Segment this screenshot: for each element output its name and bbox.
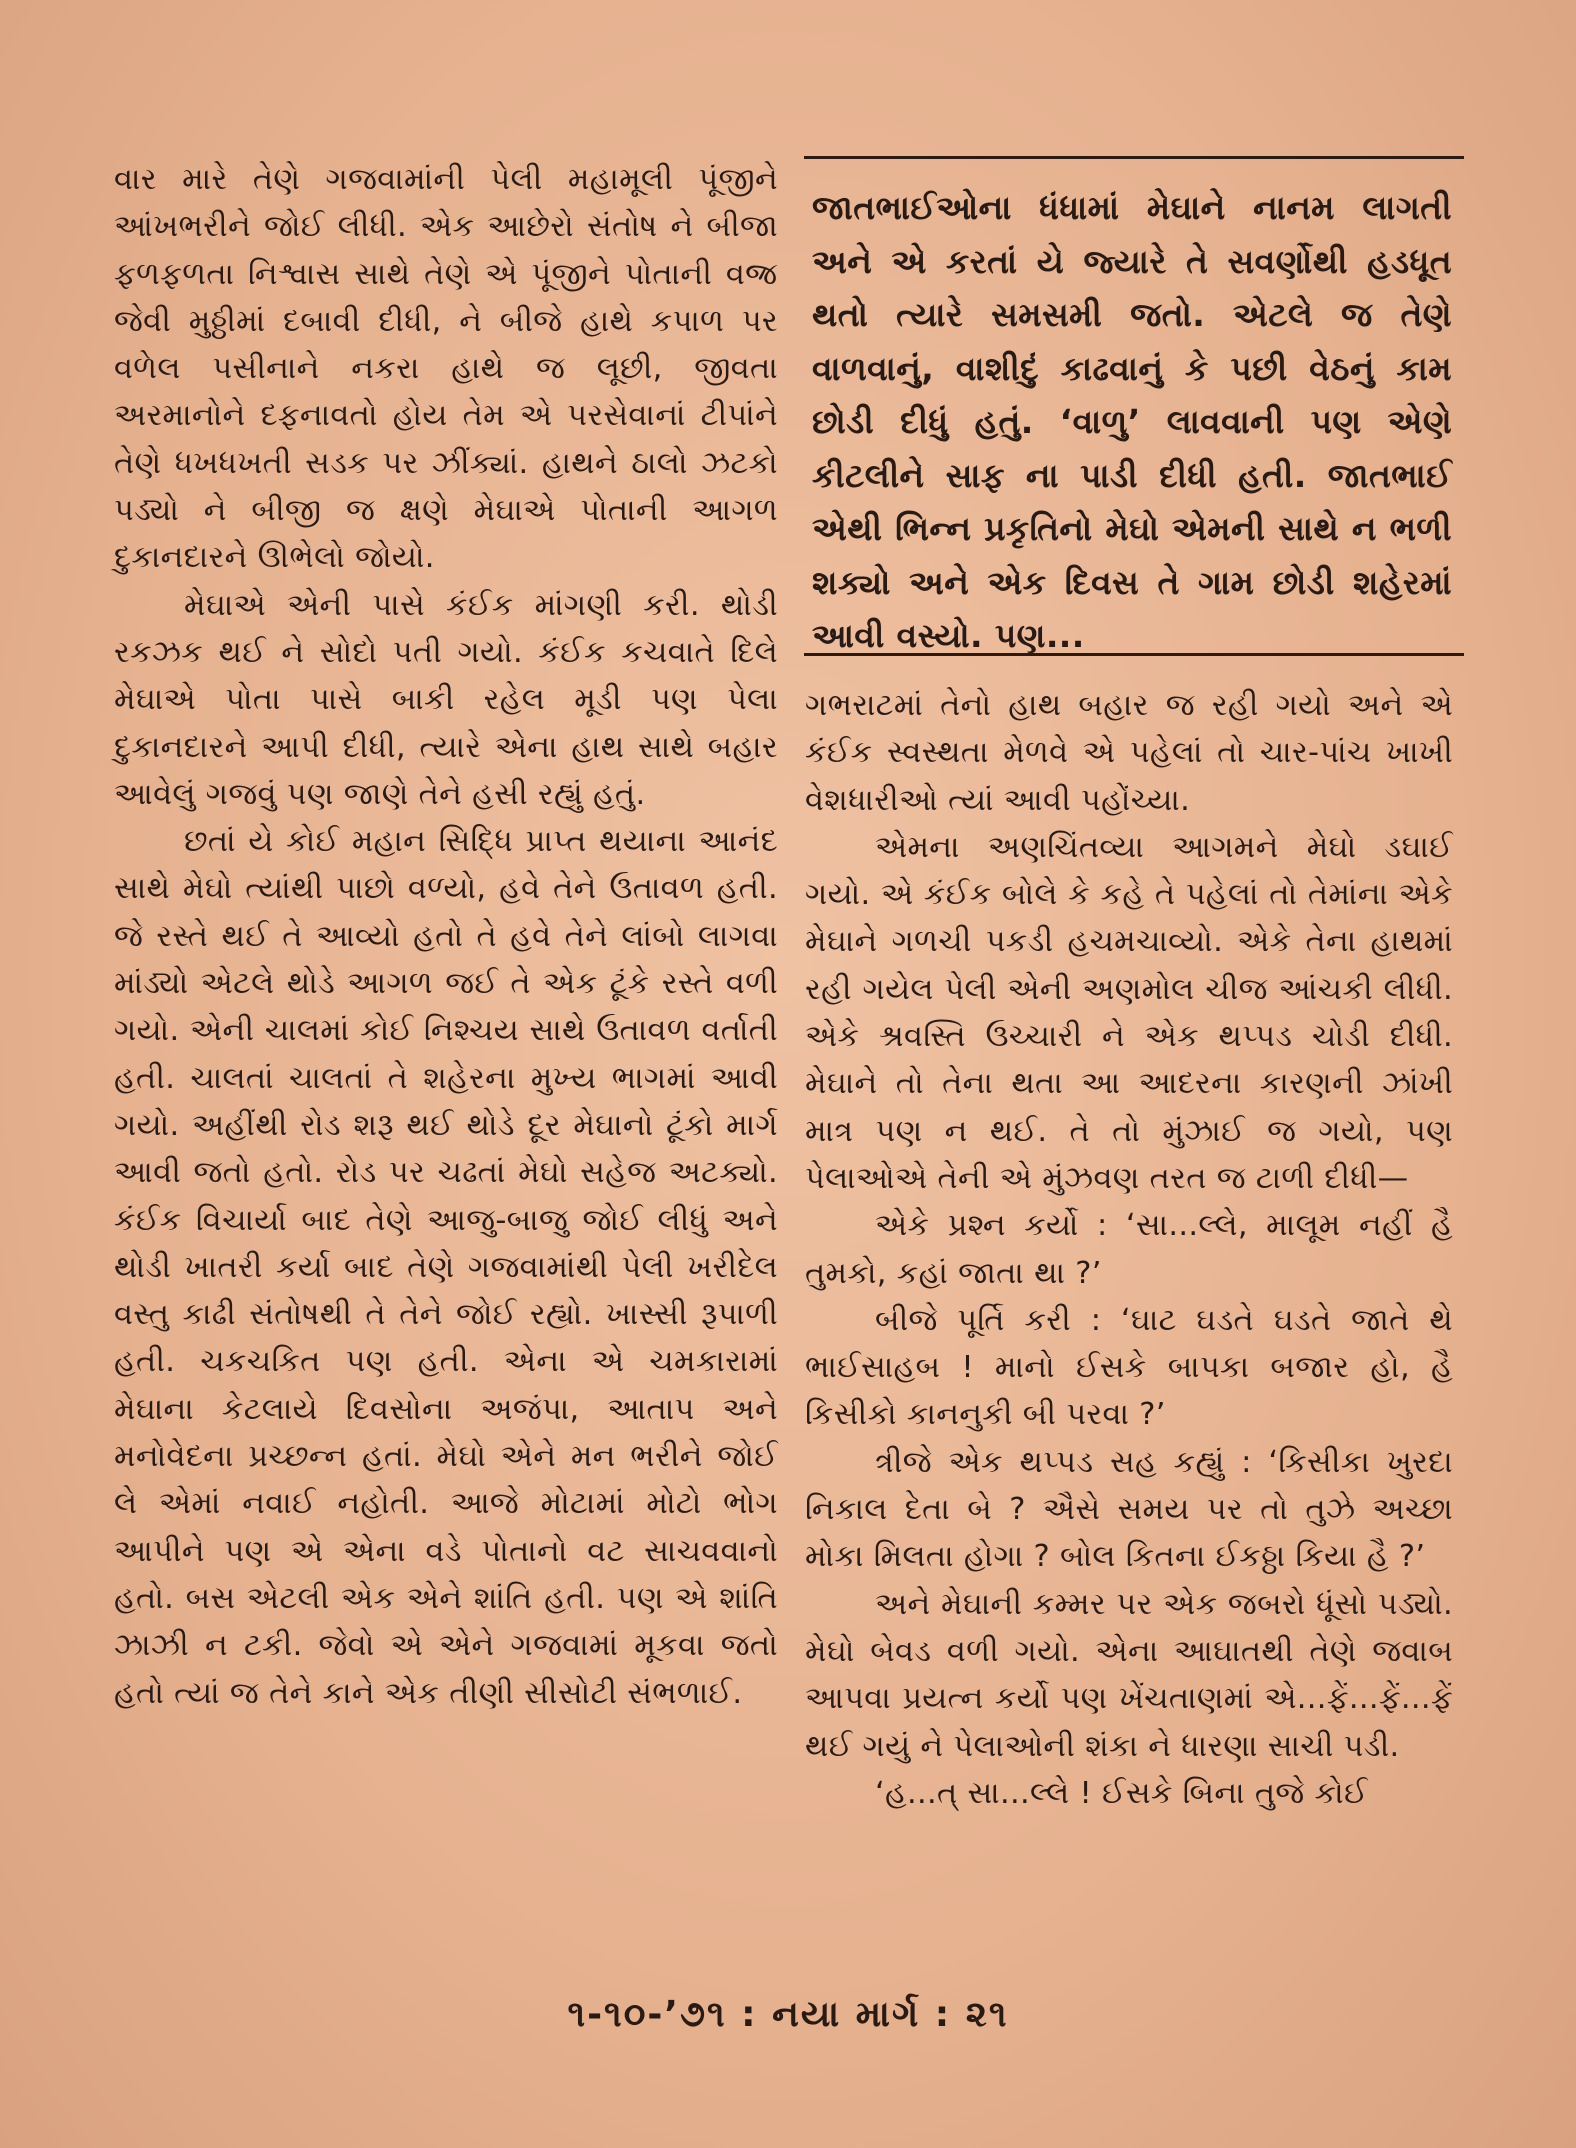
right-paragraph-1: ગભરાટમાં તેનો હાથ બહાર જ રહી ગયો અને એ કંઈક સ્વસ્થતા મેળવે એ પહેલાં તો ચાર-પાંચ ખાખી વેશધારીઓ ત્યાં આવી પહોંચ્યા.: [805, 688, 1453, 818]
page-footer: ૧-૧૦-’૭૧ : નયા માર્ગ : ૨૧: [567, 1994, 1009, 2035]
boxed-excerpt-text: જાતભાઈઓના ધંધામાં મેઘાને નાનમ લાગતી અને એ કરતાં યે જ્યારે તે સવર્ણોથી હડધૂત થતો ત્યારે સમસમી જતો. એટલે જ તેણે વાળવાનું, વાશીદું કાઢવાનું કે પછી વેઠનું કામ છોડી દીધું હતું. ‘વાળુ’ લાવવાની પણ એણે કીટલીને સાફ ના પાડી દીધી હતી. જાતભાઈ એથી ભિન્ન પ્રકૃતિનો મેઘો એમની સાથે ન ભળી શક્યો અને એક દિવસ તે ગામ છોડી શહેરમાં આવી વસ્યો. પણ...: [812, 188, 1452, 655]
left-paragraph-3: છતાં યે કોઈ મહાન સિદ્ધિ પ્રાપ્ત થયાના આનંદ સાથે મેઘો ત્યાંથી પાછો વળ્યો, હવે તેને ઉતાવળ હતી. જે રસ્તે થઈ તે આવ્યો હતો તે હવે તેને લાંબો લાગવા માંડ્યો એટલે થોડે આગળ જઈ તે એક ટૂંકે રસ્તે વળી ગયો. એની ચાલમાં કોઈ નિશ્ચય સાથે ઉતાવળ વર્તાતી હતી. ચાલતાં ચાલતાં તે શહેરના મુખ્ય ભાગમાં આવી ગયો. અહીંથી રોડ શરૂ થઈ થોડે દૂર મેઘાનો ટૂંકો માર્ગ આવી જતો હતો. રોડ પર ચઢતાં મેઘો સહેજ અટક્યો. કંઈક વિચાર્યા બાદ તેણે આજુ-બાજુ જોઈ લીધું અને થોડી ખાતરી કર્યા બાદ તેણે ગજવામાંથી પેલી ખરીદેલ વસ્તુ કાઢી સંતોષથી તે તેને જોઈ રહ્યો. ખાસ્સી રૂપાળી હતી. ચકચકિત પણ હતી. એના એ ચમકારામાં મેઘાના કેટલાયે દિવસોના અજંપા, આતાપ અને મનોવેદના પ્રચ્છન્ન હતાં. મેઘો એને મન ભરીને જોઈ લે એમાં નવાઈ નહોતી. આજે મોટામાં મોટો ભોગ આપીને પણ એ એના વડે પોતાનો વટ સાચવવાનો હતો. બસ એટલી એક એને શાંતિ હતી. પણ એ શાંતિ ઝાઝી ન ટકી. જેવો એ એને ગજવામાં મૂકવા જતો હતો ત્યાં જ તેને કાને એક તીણી સીસોટી સંભળાઈ.: [114, 824, 778, 1711]
left-column: [114, 156, 778, 1717]
right-column: [805, 682, 1453, 1817]
left-paragraph-2: મેઘાએ એની પાસે કંઈક માંગણી કરી. થોડી રકઝક થઈ ને સોદો પતી ગયો. કંઈક કચવાતે દિલે મેઘાએ પોતા પાસે બાકી રહેલ મૂડી પણ પેલા દુકાનદારને આપી દીધી, ત્યારે એના હાથ સાથે બહાર આવેલું ગજવું પણ જાણે તેને હસી રહ્યું હતું.: [114, 587, 778, 812]
left-paragraph-1: વાર મારે તેણે ગજવામાંની પેલી મહામૂલી પૂંજીને આંખભરીને જોઈ લીધી. એક આછેરો સંતોષ ને બીજા ફળફળતા નિશ્વાસ સાથે તેણે એ પૂંજીને પોતાની વજ્ર જેવી મુઠ્ઠીમાં દબાવી દીધી, ને બીજે હાથે કપાળ પર વળેલ પસીનાને નકરા હાથે જ લૂછી, જીવતા અરમાનોને દફનાવતો હોય તેમ એ પરસેવાનાં ટીપાંને તેણે ધખધખતી સડક પર ઝીંક્યાં. હાથને ઠાલો ઝટકો પડ્યો ને બીજી જ ક્ષણે મેઘાએ પોતાની આગળ દુકાનદારને ઊભેલો જોયો.: [114, 162, 778, 576]
boxed-excerpt: [804, 156, 1464, 656]
right-paragraph-4: બીજે પૂર્તિ કરી : ‘ઘાટ ઘડતે ઘડતે જાતે થે ભાઈસાહબ ! માનો ઈસકે બાપકા બજાર હો, હૈ કિસીકો કાનનુકી બી પરવા ?’: [805, 1302, 1453, 1433]
right-paragraph-3: એકે પ્રશ્ન કર્યો : ‘સા...લ્લે, માલૂમ નહીં હૈ તુમકો, કહાં જાતા થા ?’: [805, 1208, 1453, 1291]
right-paragraph-6: અને મેઘાની કમ્મર પર એક જબરો ધૂંસો પડ્યો. મેઘો બેવડ વળી ગયો. એના આઘાતથી તેણે જવાબ આપવા પ્રયત્ન કર્યો પણ ખેંચતાણમાં એ...ફેં...ફેં...ફેં થઈ ગયું ને પેલાઓની શંકા ને ધારણા સાચી પડી.: [805, 1586, 1453, 1764]
right-paragraph-5: ત્રીજે એક થપ્પડ સહ કહ્યું : ‘કિસીકા ખુરદા નિકાલ દેતા બે ? ઐસે સમય પર તો તુઝે અચ્છા મોકા મિલતા હોગા ? બોલ કિતના ઈકઠ્ઠા કિયા હૈ ?’: [805, 1444, 1453, 1575]
right-paragraph-2: એમના અણચિંતવ્યા આગમને મેઘો ડઘાઈ ગયો. એ કંઈક બોલે કે કહે તે પહેલાં તો તેમાંના એકે મેઘાને ગળચી પકડી હચમચાવ્યો. એકે તેના હાથમાં રહી ગયેલ પેલી એની અણમોલ ચીજ આંચકી લીધી. એકે શ્રવસ્તિ ઉચ્ચારી ને એક થપ્પડ ચોડી દીધી. મેઘાને તો તેના થતા આ આદરના કારણની ઝાંખી માત્ર પણ ન થઈ. તે તો મુંઝાઈ જ ગયો, પણ પેલાઓએ તેની એ મુંઝવણ તરત જ ટાળી દીધી—: [805, 829, 1453, 1196]
right-paragraph-7: ‘હ...ત્ સા...લ્લે ! ઈસકે બિના તુજે કોઈ: [875, 1775, 1368, 1811]
